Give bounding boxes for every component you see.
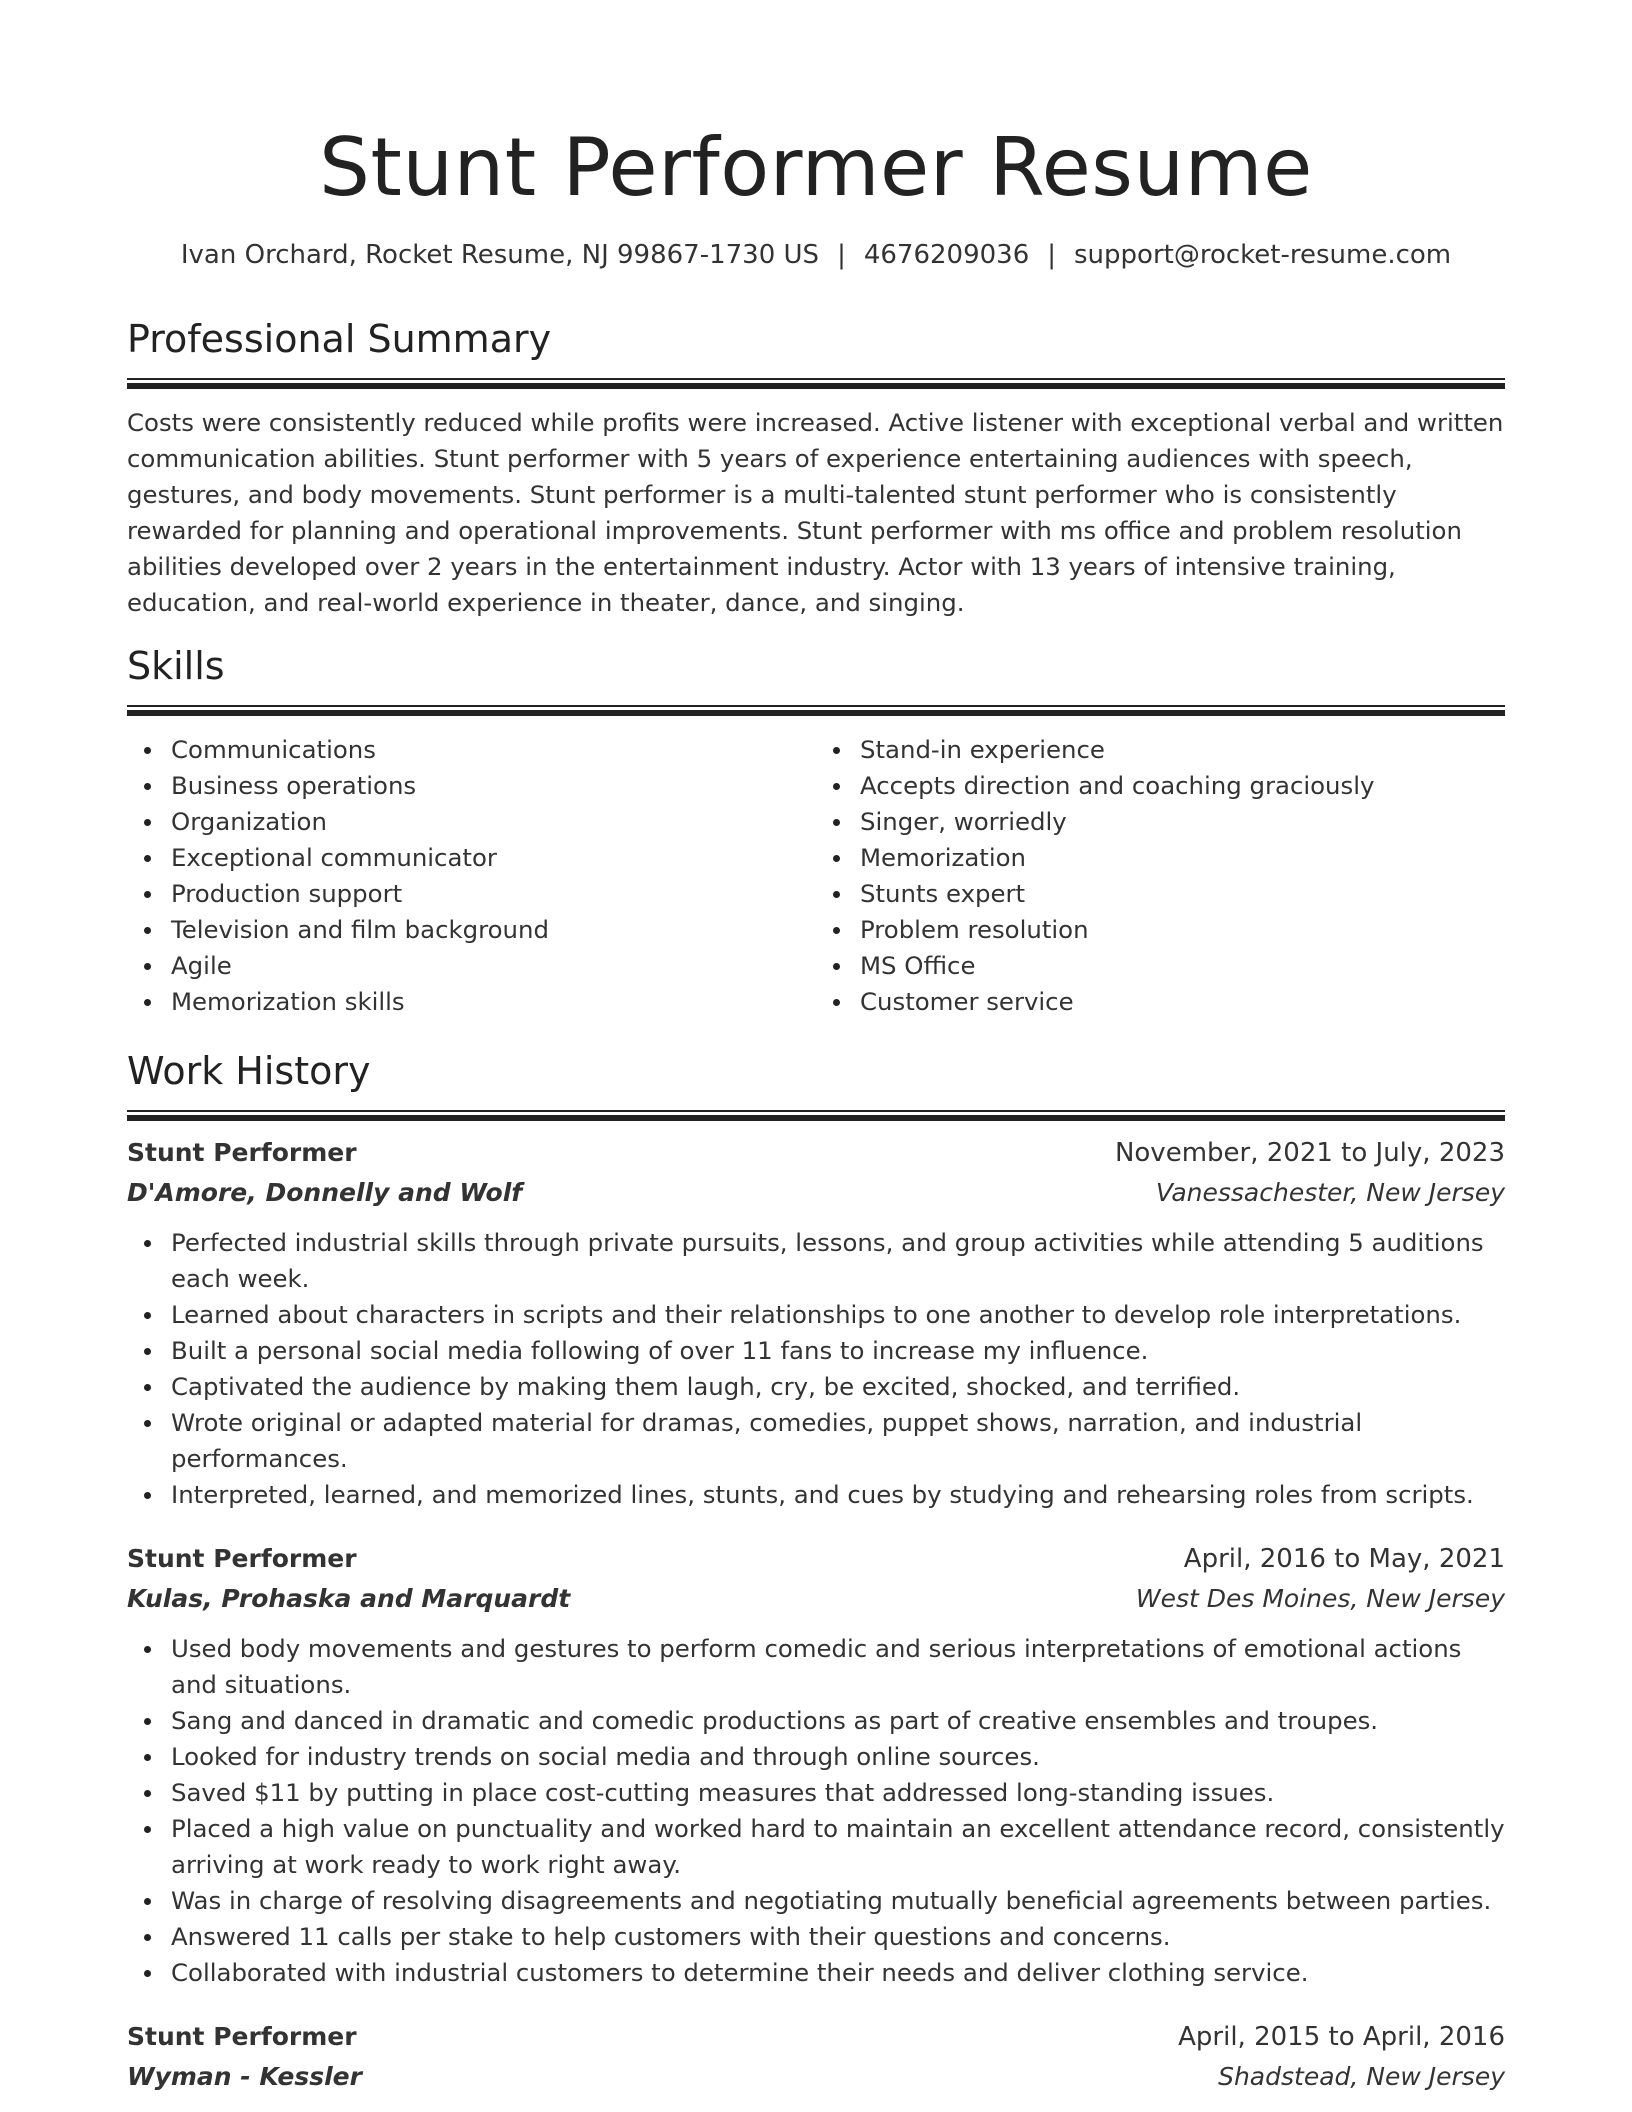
job-duties-list [127,1631,1505,1991]
contact-address: Ivan Orchard, Rocket Resume, NJ 99867-1730 US [180,240,820,270]
job-title: Stunt Performer [127,1544,357,1573]
job-subheader-row [127,2057,1505,2097]
job-dates: April, 2016 to May, 2021 [1183,1544,1505,1574]
skill-item: Agile [171,948,816,984]
job-duty-item: Saved $11 by putting in place cost-cutting measures that addressed long-standing issues. [171,1775,1505,1811]
skill-item: MS Office [860,948,1505,984]
summary-section [127,314,1505,621]
job-duty-item: Looked for industry trends on social media and through online sources. [171,1739,1505,1775]
job-duty-item: Wrote original or adapted material for dramas, comedies, puppet shows, narration, and industrial performances. [171,1405,1505,1477]
job-duty-item: Perfected industrial skills through private pursuits, lessons, and group activities while attending 5 auditions each week. [171,1225,1505,1297]
job-entry [127,1133,1505,1513]
skill-item: Organization [171,804,816,840]
skill-item: Memorization [860,840,1505,876]
job-entry [127,2017,1505,2097]
job-company: Kulas, Prohaska and Marquardt [127,1584,571,1613]
resume-title: Stunt Performer Resume [319,121,1313,214]
contact-email: support@rocket-resume.com [1074,240,1452,270]
job-duty-item: Used body movements and gestures to perform comedic and serious interpretations of emotional actions and situations. [171,1631,1505,1703]
job-duty-item: Placed a high value on punctuality and worked hard to maintain an excellent attendance record, consistently arriving at work ready to work right away. [171,1811,1505,1883]
skills-grid [127,732,1505,1020]
contact-separator: | [1047,240,1057,270]
job-header-row [127,2017,1505,2057]
job-location: Shadstead, New Jersey [1218,2062,1505,2091]
skills-section [127,641,1505,1020]
job-subheader-row [127,1173,1505,1213]
skill-item: Stand-in experience [860,732,1505,768]
contact-separator: | [837,240,846,270]
skill-item: Customer service [860,984,1505,1020]
skill-item: Accepts direction and coaching graciously [860,768,1505,804]
job-entry [127,1539,1505,1991]
skill-item: Communications [171,732,816,768]
job-duty-item: Built a personal social media following of over 11 fans to increase my influence. [171,1333,1505,1369]
skill-item: Exceptional communicator [171,840,816,876]
job-title: Stunt Performer [127,2022,357,2051]
job-dates: April, 2015 to April, 2016 [1178,2022,1505,2052]
summary-text: Costs were consistently reduced while profits were increased. Active listener with exceptional verbal and written communication abilities. Stunt performer with 5 years of experience entertaining audiences with speech, gestures, and body movements. Stunt performer is a multi-talented stunt performer who is consistently rewarded for planning and operational improvements. Stunt performer with ms office and problem resolution abilities developed over 2 years in the entertainment industry. Actor with 13 years of intensive training, education, and real-world experience in theater, dance, and singing. [127,408,1504,617]
section-divider [127,705,1505,716]
job-location: West Des Moines, New Jersey [1135,1584,1505,1613]
job-company: Wyman - Kessler [127,2062,362,2091]
job-duty-item: Interpreted, learned, and memorized lines, stunts, and cues by studying and rehearsing roles from scripts. [171,1477,1505,1513]
skill-item: Business operations [171,768,816,804]
job-duty-item: Captivated the audience by making them laugh, cry, be excited, shocked, and terrified. [171,1369,1505,1405]
job-company: D'Amore, Donnelly and Wolf [127,1178,523,1207]
job-dates: November, 2021 to July, 2023 [1114,1138,1505,1168]
contact-line [127,238,1505,272]
skill-item: Stunts expert [860,876,1505,912]
work-history-heading: Work History [127,1049,371,1093]
skills-column-right [816,732,1505,1020]
job-duty-item: Answered 11 calls per stake to help customers with their questions and concerns. [171,1919,1505,1955]
skill-item: Problem resolution [860,912,1505,948]
skill-item: Television and film background [171,912,816,948]
job-duty-item: Was in charge of resolving disagreements and negotiating mutually beneficial agreements between parties. [171,1883,1505,1919]
job-duty-item: Learned about characters in scripts and their relationships to one another to develop role interpretations. [171,1297,1505,1333]
work-history-section [127,1046,1505,2097]
job-duty-item: Collaborated with industrial customers to determine their needs and deliver clothing service. [171,1955,1505,1991]
skills-heading: Skills [127,644,225,688]
job-subheader-row [127,1579,1505,1619]
job-location: Vanessachester, New Jersey [1155,1178,1505,1207]
job-header-row [127,1539,1505,1579]
summary-heading: Professional Summary [127,317,552,361]
skill-item: Singer, worriedly [860,804,1505,840]
skill-item: Production support [171,876,816,912]
job-title: Stunt Performer [127,1138,357,1167]
job-duty-item: Sang and danced in dramatic and comedic productions as part of creative ensembles and troupes. [171,1703,1505,1739]
skill-item: Memorization skills [171,984,816,1020]
section-divider [127,378,1505,389]
contact-phone: 4676209036 [863,240,1030,270]
section-divider [127,1110,1505,1121]
job-header-row [127,1133,1505,1173]
skills-column-left [127,732,816,1020]
job-duties-list [127,1225,1505,1513]
